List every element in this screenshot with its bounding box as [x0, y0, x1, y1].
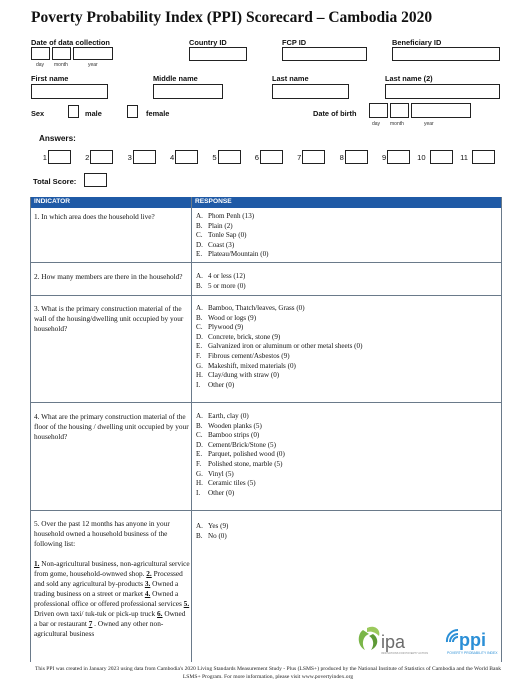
ipa-wordmark: ipa: [381, 632, 406, 652]
option-letter: B.: [196, 281, 203, 290]
answer-number-10: 10: [417, 153, 426, 162]
response-option[interactable]: [196, 532, 496, 542]
ppi-wordmark: ppi: [459, 630, 486, 650]
options-1: [196, 212, 496, 260]
option-letter: E.: [196, 342, 203, 351]
answer-number-6: 6: [254, 153, 259, 162]
collection-day-caption: day: [36, 62, 45, 68]
option-letter: F.: [196, 459, 202, 468]
list-text: Processed and sold any agricultural by-products: [34, 569, 183, 588]
option-letter: B.: [196, 421, 203, 430]
response-option[interactable]: [196, 450, 496, 460]
male-checkbox[interactable]: [68, 105, 79, 118]
date-collection-label: Date of data collection: [31, 38, 110, 47]
option-letter: C.: [196, 231, 203, 240]
birth-day-field[interactable]: [369, 103, 388, 118]
option-text: 5 or more (0): [208, 281, 246, 290]
list-text: Owned a professional office or offered professional services: [34, 589, 184, 608]
list-number: 1.: [34, 559, 40, 568]
list-number: 7: [88, 619, 93, 628]
option-letter: G.: [196, 361, 203, 370]
answer-box-7[interactable]: [302, 150, 325, 164]
answer-number-1: 1: [42, 153, 47, 162]
country-id-field[interactable]: [189, 47, 247, 61]
response-option[interactable]: [196, 352, 496, 362]
list-text: . Owned any other non-agricultural business: [34, 619, 164, 638]
options-4: [196, 412, 496, 498]
answer-box-6[interactable]: [260, 150, 283, 164]
last-name-2-label: Last name (2): [385, 74, 433, 83]
response-option[interactable]: [196, 362, 496, 372]
options-5: [196, 522, 496, 541]
option-text: Parquet, polished wood (0): [208, 450, 285, 459]
footer-note: This PPI was created in January 2023 using data from Cambodia's 2020 Living Standards Measurement Study - Plus (LSMS+) produced by the National Institute of Statistics of Cambodia and the World Bank LSMS+ Program. For more information, please visit www.povertyindex.org: [34, 666, 502, 680]
answer-number-2: 2: [85, 153, 90, 162]
option-letter: G.: [196, 469, 203, 478]
list-text: Owned a bar or restaurant: [34, 609, 186, 628]
response-option[interactable]: [196, 304, 496, 314]
option-letter: I.: [196, 380, 201, 389]
option-text: Concrete, brick, stone (9): [208, 332, 281, 341]
birth-month-caption: month: [390, 121, 404, 127]
option-letter: F.: [196, 351, 202, 360]
total-score-field[interactable]: [84, 173, 107, 187]
option-text: No (0): [208, 531, 227, 540]
list-text: Non-agricultural business, non-agricultural service from gome, household-ownwed shop.: [34, 559, 190, 578]
row-divider: [31, 295, 501, 296]
answer-box-10[interactable]: [430, 150, 453, 164]
option-letter: A.: [196, 304, 203, 312]
row-divider: [31, 510, 501, 511]
option-text: Clay/dung with straw (0): [208, 371, 280, 380]
ipa-logo: [359, 627, 428, 655]
ipa-tagline: INNOVATIONS FOR POVERTY ACTION: [381, 652, 429, 655]
sex-label: Sex: [31, 109, 45, 118]
option-text: Fibrous cement/Asbestos (9): [208, 351, 290, 360]
collection-year-caption: year: [88, 62, 98, 68]
list-number: 4.: [144, 589, 151, 598]
list-number: 3.: [144, 579, 151, 588]
answer-box-8[interactable]: [345, 150, 368, 164]
response-option[interactable]: [196, 272, 496, 282]
option-text: Phom Penh (13): [208, 212, 255, 220]
last-name-2-field[interactable]: [385, 84, 500, 99]
first-name-label: First name: [31, 74, 69, 83]
option-letter: E.: [196, 250, 203, 259]
question-1: 1. In which area does the household live?: [34, 212, 155, 221]
list-text: Owned a trading business on a street or market: [34, 579, 179, 598]
response-option[interactable]: [196, 222, 496, 232]
response-option[interactable]: [196, 212, 496, 222]
collection-month-field[interactable]: [52, 47, 71, 60]
birth-month-field[interactable]: [390, 103, 409, 118]
birth-year-caption: year: [424, 121, 434, 127]
response-option[interactable]: [196, 441, 496, 451]
option-text: Wood or logs (9): [208, 313, 257, 322]
option-text: Galvanized iron or aluminum or other metal sheets (0): [208, 342, 363, 351]
answer-number-3: 3: [127, 153, 132, 162]
female-label: female: [146, 109, 170, 118]
response-option[interactable]: [196, 323, 496, 333]
option-letter: A.: [196, 212, 203, 220]
collection-year-field[interactable]: [73, 47, 113, 60]
response-option[interactable]: [196, 241, 496, 251]
option-text: Wooden planks (5): [208, 421, 262, 430]
ipa-ppi-logo: [355, 622, 505, 658]
question-3: 3. What is the primary construction material of the wall of the housing/dwelling unit occupied by your household?: [34, 304, 184, 333]
indicator-table: [30, 197, 502, 662]
answer-box-9[interactable]: [387, 150, 410, 164]
question-2: 2. How many members are there in the household?: [34, 272, 183, 281]
option-text: Cement/Brick/Stone (5): [208, 440, 276, 449]
answer-box-5[interactable]: [218, 150, 241, 164]
response-option[interactable]: [196, 250, 496, 260]
list-number: 6.: [157, 609, 163, 618]
option-text: Bamboo strips (0): [208, 431, 260, 440]
option-text: Coast (3): [208, 240, 235, 249]
options-3: [196, 304, 496, 390]
option-letter: I.: [196, 488, 201, 497]
response-option[interactable]: [196, 479, 496, 489]
response-option[interactable]: [196, 314, 496, 324]
list-number: 2.: [146, 569, 152, 578]
ppi-tagline: POVERTY PROBABILITY INDEX: [447, 651, 498, 655]
option-text: Yes (9): [208, 522, 229, 530]
option-letter: D.: [196, 440, 203, 449]
middle-name-field[interactable]: [153, 84, 223, 99]
male-label: male: [85, 109, 102, 118]
option-text: Vinyl (5): [208, 469, 234, 478]
option-letter: H.: [196, 479, 203, 488]
option-letter: B.: [196, 221, 203, 230]
option-letter: E.: [196, 450, 203, 459]
beneficiary-id-field[interactable]: [392, 47, 500, 61]
option-letter: C.: [196, 431, 203, 440]
ppi-logo: [447, 630, 498, 655]
option-text: Tonle Sap (0): [208, 231, 247, 240]
response-option[interactable]: [196, 342, 496, 352]
page-title: Poverty Probability Index (PPI) Scorecard – Cambodia 2020: [31, 9, 433, 26]
response-option[interactable]: [196, 412, 496, 422]
response-option[interactable]: [196, 422, 496, 432]
answers-label: Answers:: [39, 134, 76, 143]
country-id-label: Country ID: [189, 38, 227, 47]
list-number: 5.: [183, 599, 190, 608]
response-option[interactable]: [196, 489, 496, 499]
answer-number-7: 7: [297, 153, 302, 162]
option-text: Earth, clay (0): [208, 412, 249, 420]
answer-number-11: 11: [460, 153, 468, 162]
response-option[interactable]: [196, 381, 496, 391]
question-5-text: 5. Over the past 12 months has anyone in your household owned a household business of the following list:: [34, 519, 170, 548]
female-checkbox[interactable]: [127, 105, 138, 118]
total-score-label: Total Score:: [33, 177, 77, 186]
option-letter: A.: [196, 412, 203, 420]
response-option[interactable]: [196, 522, 496, 532]
option-text: 4 or less (12): [208, 272, 246, 280]
table-header: [31, 197, 501, 208]
option-text: Ceramic tiles (5): [208, 479, 256, 488]
indicator-header: INDICATOR: [34, 198, 71, 205]
first-name-field[interactable]: [31, 84, 108, 99]
answer-box-1[interactable]: [48, 150, 71, 164]
answer-box-3[interactable]: [133, 150, 156, 164]
last-name-label: Last name: [272, 74, 309, 83]
response-option[interactable]: [196, 333, 496, 343]
answer-number-4: 4: [169, 153, 175, 162]
collection-month-caption: month: [54, 62, 68, 68]
option-letter: B.: [196, 313, 203, 322]
row-divider: [31, 402, 501, 403]
answer-number-8: 8: [339, 153, 344, 162]
response-option[interactable]: [196, 371, 496, 381]
option-letter: H.: [196, 371, 203, 380]
beneficiary-id-label: Beneficiary ID: [392, 38, 442, 47]
option-letter: D.: [196, 332, 203, 341]
question-5: [34, 519, 190, 639]
fcp-id-label: FCP ID: [282, 38, 307, 47]
option-letter: C.: [196, 323, 203, 332]
fcp-id-field[interactable]: [282, 47, 367, 61]
option-letter: B.: [196, 531, 203, 540]
date-of-birth-label: Date of birth: [313, 109, 357, 118]
options-2: [196, 272, 496, 291]
option-text: Plateau/Mountain (0): [208, 250, 269, 259]
collection-day-field[interactable]: [31, 47, 50, 60]
response-option[interactable]: [196, 282, 496, 292]
response-option[interactable]: [196, 460, 496, 470]
response-option[interactable]: [196, 431, 496, 441]
column-divider: [191, 197, 192, 662]
birth-year-field[interactable]: [411, 103, 471, 118]
option-text: Bamboo, Thatch/leaves, Grass (0): [208, 304, 305, 312]
option-text: Other (0): [208, 488, 235, 497]
option-text: Polished stone, marble (5): [208, 459, 283, 468]
response-option[interactable]: [196, 231, 496, 241]
option-letter: A.: [196, 522, 203, 530]
answer-number-5: 5: [212, 153, 217, 162]
answer-box-11[interactable]: [472, 150, 495, 164]
option-text: Makeshift, mixed materials (0): [208, 361, 296, 370]
answer-number-9: 9: [381, 153, 387, 162]
option-letter: A.: [196, 272, 203, 280]
option-text: Other (0): [208, 380, 235, 389]
middle-name-label: Middle name: [153, 74, 198, 83]
birth-day-caption: day: [372, 121, 381, 127]
question-4: 4. What are the primary construction material of the floor of the housing / dwelling unit occupied by your household?: [34, 412, 189, 441]
option-letter: D.: [196, 240, 203, 249]
partner-logos: [355, 622, 505, 663]
response-option[interactable]: [196, 470, 496, 480]
last-name-field[interactable]: [272, 84, 349, 99]
option-text: Plain (2): [208, 221, 233, 230]
answer-box-2[interactable]: [90, 150, 113, 164]
business-type-list: [34, 559, 190, 639]
list-text: Driven own taxi/ tuk-tuk or pick-up truck: [34, 609, 158, 618]
answer-box-4[interactable]: [175, 150, 198, 164]
option-text: Plywood (9): [208, 323, 244, 332]
row-divider: [31, 262, 501, 263]
response-header: RESPONSE: [195, 198, 232, 205]
